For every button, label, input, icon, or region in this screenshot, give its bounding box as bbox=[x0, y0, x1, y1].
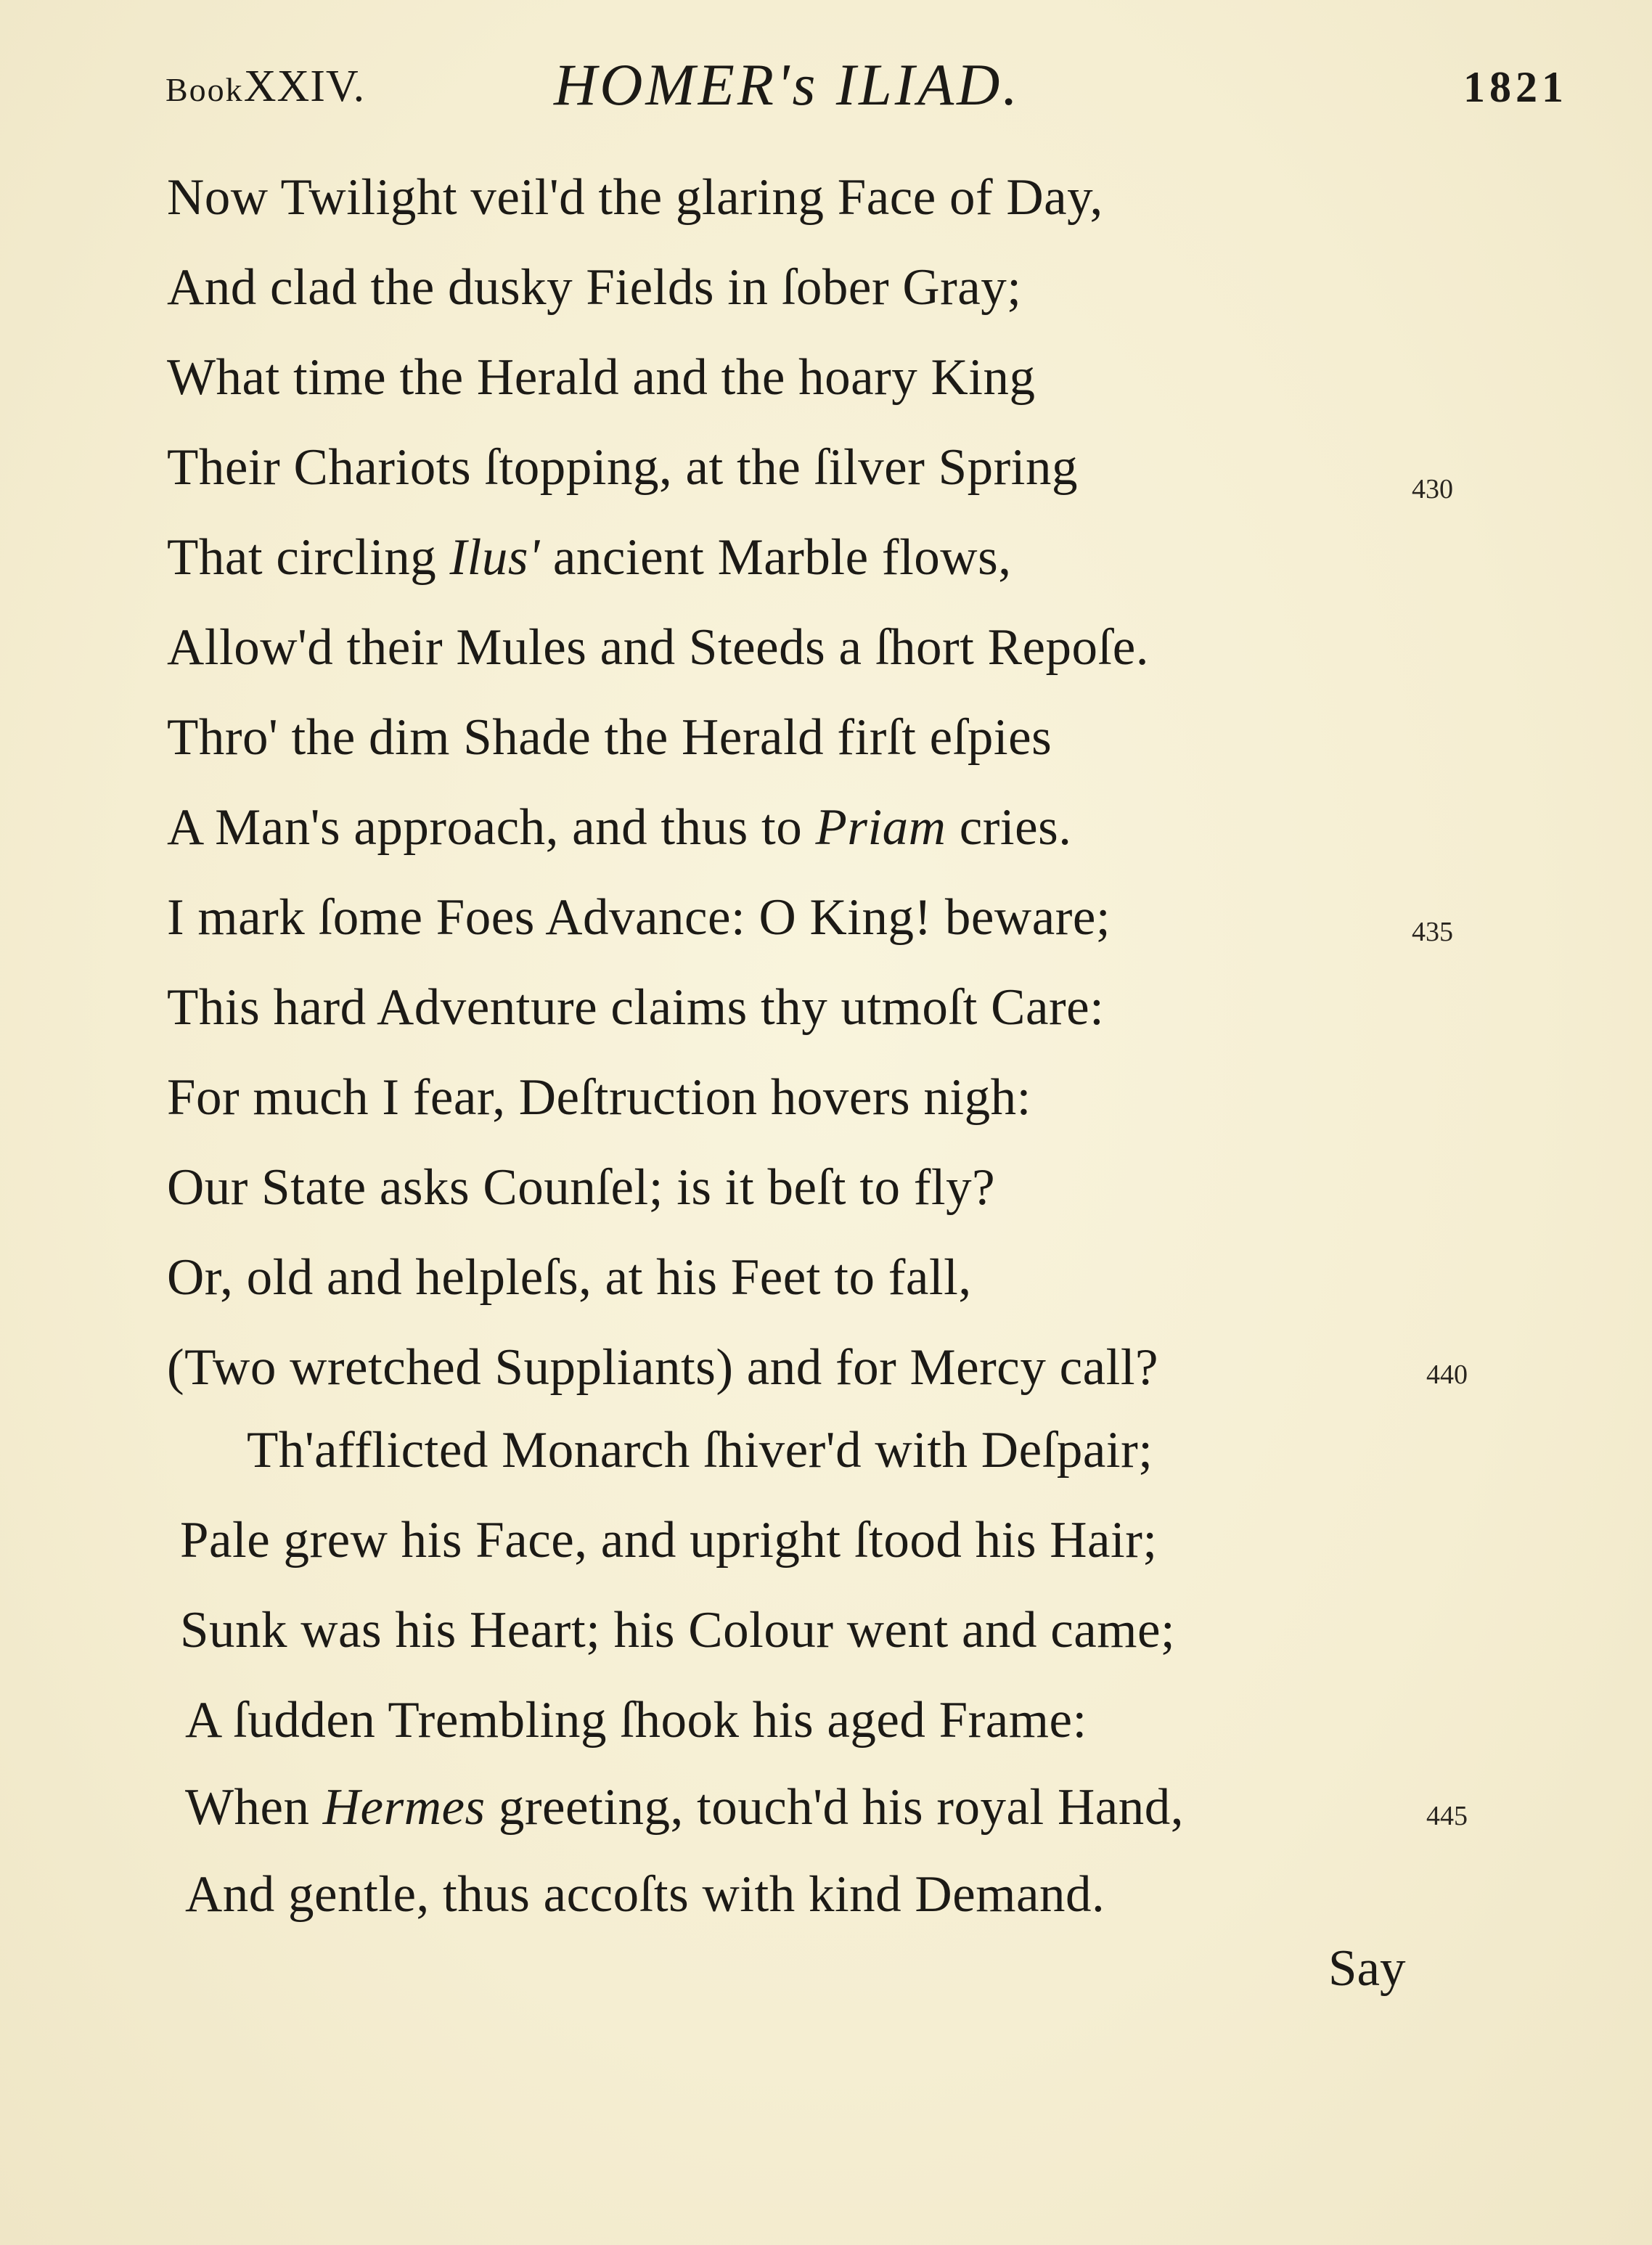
verse-line: Their Chariots ſtopping, at the ſilver Spring bbox=[167, 439, 1078, 496]
verse-line: And gentle, thus accoſts with kind Demand. bbox=[185, 1866, 1105, 1923]
verse-line: Our State asks Counſel; is it beſt to fly? bbox=[167, 1159, 996, 1216]
verse-line: And clad the dusky Fields in ſober Gray; bbox=[167, 259, 1022, 316]
italic-name: Ilus' bbox=[449, 529, 540, 586]
catchword: Say bbox=[1328, 1940, 1406, 1997]
verse-line: Pale grew his Face, and upright ſtood his Hair; bbox=[180, 1512, 1158, 1569]
running-title: HOMER's ILIAD. bbox=[554, 52, 1021, 118]
verse-line: This hard Adventure claims thy utmoſt Care: bbox=[167, 979, 1105, 1036]
verse-line: I mark ſome Foes Advance: O King! beware; bbox=[167, 889, 1111, 946]
verse-line: What time the Herald and the hoary King bbox=[167, 349, 1036, 406]
verse-line: For much I fear, Deſtruction hovers nigh: bbox=[167, 1069, 1031, 1126]
verse-line: A ſudden Trembling ſhook his aged Frame: bbox=[185, 1692, 1087, 1749]
line-number: 430 bbox=[1412, 474, 1453, 504]
verse-line: Allow'd their Mules and Steeds a ſhort Repoſe. bbox=[167, 619, 1150, 676]
line-number: 445 bbox=[1426, 1801, 1468, 1831]
line-number: 440 bbox=[1426, 1359, 1468, 1390]
line-number: 435 bbox=[1412, 917, 1453, 947]
italic-name: Priam bbox=[815, 799, 946, 856]
verse-line: Thro' the dim Shade the Herald firſt eſpies bbox=[167, 709, 1052, 766]
verse-line: Or, old and helpleſs, at his Feet to fall, bbox=[167, 1249, 972, 1306]
page-number: 1821 bbox=[1463, 63, 1568, 111]
italic-name: Hermes bbox=[322, 1779, 486, 1836]
verse-line: (Two wretched Suppliants) and for Mercy call? bbox=[167, 1339, 1159, 1396]
verse-line: When Hermes greeting, touch'd his royal Hand, bbox=[185, 1779, 1185, 1836]
book-label: BookXXIV. bbox=[165, 62, 366, 111]
verse-line: Sunk was his Heart; his Colour went and came; bbox=[180, 1602, 1176, 1659]
verse-line: Th'afflicted Monarch ſhiver'd with Deſpair; bbox=[247, 1422, 1153, 1479]
verse-line: Now Twilight veil'd the glaring Face of Day, bbox=[167, 169, 1103, 226]
verse-line: That circling Ilus' ancient Marble flows, bbox=[167, 529, 1012, 586]
verse-line: A Man's approach, and thus to Priam cries. bbox=[167, 799, 1072, 856]
